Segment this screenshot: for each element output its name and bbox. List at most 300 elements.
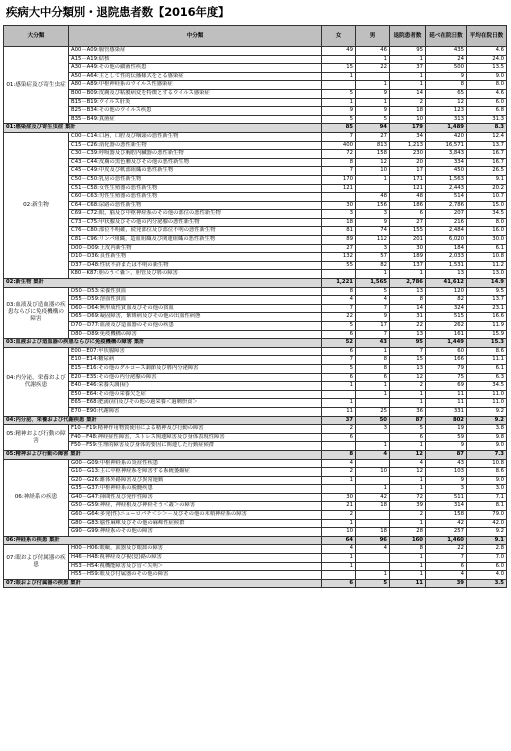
total-days-cell: 120 xyxy=(426,287,467,296)
mid-category-cell: E20－E35:その他の内分泌腺の障害 xyxy=(69,373,322,382)
total-days-cell: 2,443 xyxy=(426,184,467,193)
female-subtotal: 52 xyxy=(322,339,356,348)
avg-days-cell: 4.0 xyxy=(467,571,507,580)
table-row xyxy=(4,287,507,296)
discharged-cell: 1 xyxy=(390,571,426,580)
male-cell: 7 xyxy=(356,304,390,313)
mid-category-cell: C64－C68:尿路の悪性新生物 xyxy=(69,201,322,210)
total-days-cell: 75 xyxy=(426,373,467,382)
total-days-cell: 9 xyxy=(426,476,467,485)
discharged-cell: 12 xyxy=(390,373,426,382)
total-days-cell: 313 xyxy=(426,115,467,124)
male-cell: 1 xyxy=(356,55,390,64)
major-category-cell: 01:感染症及び寄生虫症 xyxy=(4,47,69,124)
female-cell xyxy=(322,571,356,580)
table-row xyxy=(4,459,507,468)
avg-days-cell: 6.0 xyxy=(467,562,507,571)
total-days-cell: 1,531 xyxy=(426,261,467,270)
subtotal-label: 07:眼および付属器の疾患 集計 xyxy=(4,579,322,588)
male-cell xyxy=(356,511,390,520)
female-cell xyxy=(322,193,356,202)
avg-days-cell: 3.0 xyxy=(467,485,507,494)
avg-days-cell: 9.5 xyxy=(467,287,507,296)
mid-category-cell: C81－C96:リンパ組織，造血組織及び関連組織の悪性新生物 xyxy=(69,236,322,245)
total-days-cell: 324 xyxy=(426,304,467,313)
avg-days-cell: 30.0 xyxy=(467,236,507,245)
table-row xyxy=(4,47,507,56)
subtotal-label: 04:内分泌、栄養および代謝疾患 集計 xyxy=(4,416,322,425)
table-row xyxy=(4,528,507,537)
male-cell: 3 xyxy=(356,244,390,253)
avg-days-subtotal: 3.5 xyxy=(467,579,507,588)
female-cell: 6 xyxy=(322,347,356,356)
total-days-cell: 4 xyxy=(426,571,467,580)
mid-category-cell: E40－E46:栄養失調(症) xyxy=(69,382,322,391)
discharged-subtotal: 179 xyxy=(390,124,426,133)
discharged-cell: 1 xyxy=(390,55,426,64)
total-days-cell: 82 xyxy=(426,296,467,305)
total-days-cell: 43 xyxy=(426,459,467,468)
table-row xyxy=(4,364,507,373)
major-category-cell: 02:新生物 xyxy=(4,132,69,278)
discharged-cell: 22 xyxy=(390,322,426,331)
male-cell: 18 xyxy=(356,502,390,511)
female-cell: 2 xyxy=(322,511,356,520)
total-days-cell: 3 xyxy=(426,485,467,494)
mid-category-cell: C60－C63:男性生殖器の悪性新生物 xyxy=(69,193,322,202)
male-subtotal: 96 xyxy=(356,536,390,545)
total-days-cell: 6,020 xyxy=(426,236,467,245)
mid-category-cell: D55－D59:溶血性貧血 xyxy=(69,296,322,305)
avg-days-subtotal: 7.3 xyxy=(467,450,507,459)
mid-category-cell: H00－H06:眼瞼，涙器及び眼窩の障害 xyxy=(69,545,322,554)
table-row xyxy=(4,519,507,528)
table-row xyxy=(4,132,507,141)
total-days-cell: 65 xyxy=(426,89,467,98)
female-cell: 170 xyxy=(322,175,356,184)
total-days-cell: 7 xyxy=(426,554,467,563)
total-days-cell: 166 xyxy=(426,356,467,365)
mid-category-cell: D65－D69:凝固障害，紫斑病及びその他の出血性病態 xyxy=(69,313,322,322)
male-cell: 9 xyxy=(356,313,390,322)
table-row xyxy=(4,227,507,236)
discharged-cell: 1 xyxy=(390,485,426,494)
female-cell: 1 xyxy=(322,98,356,107)
subtotal-label: 06:神経系の疾患 集計 xyxy=(4,536,322,545)
avg-days-cell: 10.8 xyxy=(467,253,507,262)
total-days-cell: 262 xyxy=(426,322,467,331)
discharged-cell: 1 xyxy=(390,399,426,408)
table-row xyxy=(4,236,507,245)
female-cell: 7 xyxy=(322,167,356,176)
female-cell: 1 xyxy=(322,562,356,571)
total-days-cell: 9 xyxy=(426,442,467,451)
discharged-cell: 171 xyxy=(390,175,426,184)
major-category-cell: 05:精神および行動の障害 xyxy=(4,425,69,451)
female-subtotal: 85 xyxy=(322,124,356,133)
total-days-cell: 515 xyxy=(426,313,467,322)
mid-category-cell: E15－E16:その他のグルコース調節及び膵内分泌障害 xyxy=(69,364,322,373)
table-row xyxy=(4,184,507,193)
major-category-cell: 04:内分泌，栄養および代謝疾患 xyxy=(4,347,69,416)
male-cell: 22 xyxy=(356,64,390,73)
avg-days-cell: 11.0 xyxy=(467,399,507,408)
table-row xyxy=(4,150,507,159)
total-days-cell: 435 xyxy=(426,47,467,56)
table-row xyxy=(4,270,507,279)
total-days-cell: 16,571 xyxy=(426,141,467,150)
table-row xyxy=(4,468,507,477)
discharged-cell: 8 xyxy=(390,545,426,554)
discharged-cell: 1 xyxy=(390,476,426,485)
discharged-cell: 186 xyxy=(390,201,426,210)
male-cell: 5 xyxy=(356,287,390,296)
total-days-cell: 13 xyxy=(426,270,467,279)
total-days-cell: 6 xyxy=(426,562,467,571)
male-cell xyxy=(356,476,390,485)
female-cell: 89 xyxy=(322,236,356,245)
avg-days-cell: 24.0 xyxy=(467,55,507,64)
male-cell xyxy=(356,562,390,571)
avg-days-cell: 26.5 xyxy=(467,167,507,176)
table-row xyxy=(4,261,507,270)
avg-days-cell: 16.7 xyxy=(467,150,507,159)
discharged-cell: 28 xyxy=(390,528,426,537)
discharged-cell: 14 xyxy=(390,89,426,98)
female-subtotal: 8 xyxy=(322,450,356,459)
table-row xyxy=(4,201,507,210)
discharged-cell: 1 xyxy=(390,72,426,81)
mid-category-cell: G50－G59:神経，神経根及び神経そう＜叢＞の障害 xyxy=(69,502,322,511)
avg-days-cell: 11.2 xyxy=(467,261,507,270)
avg-days-subtotal: 8.3 xyxy=(467,124,507,133)
male-cell: 9 xyxy=(356,218,390,227)
avg-days-cell: 9.0 xyxy=(467,72,507,81)
disease-statistics-table xyxy=(3,25,507,588)
discharged-cell: 31 xyxy=(390,313,426,322)
avg-days-cell: 10.7 xyxy=(467,193,507,202)
male-subtotal: 1,565 xyxy=(356,279,390,288)
discharged-cell: 137 xyxy=(390,261,426,270)
subtotal-row xyxy=(4,450,507,459)
avg-days-cell: 13.7 xyxy=(467,141,507,150)
table-row xyxy=(4,296,507,305)
discharged-cell: 7 xyxy=(390,347,426,356)
table-row xyxy=(4,425,507,434)
discharged-cell: 34 xyxy=(390,132,426,141)
female-cell: 5 xyxy=(322,322,356,331)
total-days-cell: 9 xyxy=(426,72,467,81)
subtotal-label: 02:新生物 集計 xyxy=(4,279,322,288)
avg-days-cell: 9.1 xyxy=(467,175,507,184)
male-cell: 112 xyxy=(356,236,390,245)
discharged-cell: 95 xyxy=(390,47,426,56)
female-cell: 1 xyxy=(322,476,356,485)
female-cell: 15 xyxy=(322,64,356,73)
mid-category-cell: C76－C80:部位不明確，続発部位及び部位不明の悪性新生物 xyxy=(69,227,322,236)
total-days-cell: 514 xyxy=(426,193,467,202)
female-subtotal: 64 xyxy=(322,536,356,545)
mid-category-cell: C15－C26:消化器の悪性新生物 xyxy=(69,141,322,150)
male-cell xyxy=(356,459,390,468)
total-days-cell: 207 xyxy=(426,210,467,219)
total-days-subtotal: 41,612 xyxy=(426,279,467,288)
discharged-cell: 72 xyxy=(390,493,426,502)
table-row xyxy=(4,141,507,150)
discharged-cell: 2 xyxy=(390,511,426,520)
male-cell: 9 xyxy=(356,107,390,116)
female-subtotal: 37 xyxy=(322,416,356,425)
table-row xyxy=(4,158,507,167)
table-row xyxy=(4,399,507,408)
male-cell: 8 xyxy=(356,364,390,373)
avg-days-cell: 31.3 xyxy=(467,115,507,124)
female-cell: 1 xyxy=(322,519,356,528)
discharged-subtotal: 87 xyxy=(390,416,426,425)
discharged-cell: 10 xyxy=(390,115,426,124)
table-row xyxy=(4,502,507,511)
mid-category-cell: E50－E64:その他の栄養欠乏症 xyxy=(69,390,322,399)
table-row xyxy=(4,81,507,90)
avg-days-cell: 10.8 xyxy=(467,459,507,468)
female-cell: 2 xyxy=(322,468,356,477)
discharged-cell: 1 xyxy=(390,562,426,571)
avg-days-cell: 8.6 xyxy=(467,468,507,477)
mid-category-cell: H55－H59:眼及び付属器のその他の障害 xyxy=(69,571,322,580)
avg-days-cell: 11.9 xyxy=(467,322,507,331)
mid-category-cell: G40－G47:挿間性及び発作性障害 xyxy=(69,493,322,502)
female-cell: 30 xyxy=(322,201,356,210)
female-cell: 8 xyxy=(322,158,356,167)
total-days-subtotal: 1,460 xyxy=(426,536,467,545)
avg-days-cell: 9.0 xyxy=(467,476,507,485)
avg-days-subtotal: 9.1 xyxy=(467,536,507,545)
avg-days-cell: 12.4 xyxy=(467,132,507,141)
discharged-cell: 6 xyxy=(390,433,426,442)
col-header-avg-days: 平均在院日数 xyxy=(467,26,507,47)
male-cell: 1 xyxy=(356,175,390,184)
total-days-cell: 158 xyxy=(426,511,467,520)
table-row xyxy=(4,115,507,124)
total-days-subtotal: 802 xyxy=(426,416,467,425)
table-row xyxy=(4,356,507,365)
male-subtotal: 50 xyxy=(356,416,390,425)
total-days-cell: 1,563 xyxy=(426,175,467,184)
female-cell: 27 xyxy=(322,244,356,253)
mid-category-cell: E10－E14:糖尿病 xyxy=(69,356,322,365)
subtotal-row xyxy=(4,124,507,133)
male-cell: 82 xyxy=(356,261,390,270)
avg-days-cell: 42.0 xyxy=(467,519,507,528)
male-cell: 7 xyxy=(356,330,390,339)
discharged-cell: 17 xyxy=(390,167,426,176)
table-row xyxy=(4,562,507,571)
avg-days-cell: 34.5 xyxy=(467,210,507,219)
table-row xyxy=(4,167,507,176)
mid-category-cell: D00－D09:上皮内新生物 xyxy=(69,244,322,253)
male-cell: 1 xyxy=(356,571,390,580)
female-cell: 7 xyxy=(322,356,356,365)
total-days-cell: 19 xyxy=(426,425,467,434)
female-cell: 5 xyxy=(322,364,356,373)
male-cell: 1 xyxy=(356,98,390,107)
female-cell: 5 xyxy=(322,115,356,124)
avg-days-cell: 23.1 xyxy=(467,304,507,313)
avg-days-subtotal: 15.3 xyxy=(467,339,507,348)
male-cell: 1 xyxy=(356,485,390,494)
discharged-cell: 6 xyxy=(390,210,426,219)
male-cell: 46 xyxy=(356,47,390,56)
male-cell: 1 xyxy=(356,390,390,399)
mid-category-cell: H46－H48:視神経及び視(覚)路の障害 xyxy=(69,554,322,563)
female-cell: 49 xyxy=(322,47,356,56)
female-cell: 9 xyxy=(322,107,356,116)
mid-category-cell: D37－D48:性状不詳または不明の新生物 xyxy=(69,261,322,270)
table-row xyxy=(4,554,507,563)
male-cell: 57 xyxy=(356,253,390,262)
major-category-cell: 06:神経系の疾患 xyxy=(4,459,69,536)
total-days-subtotal: 87 xyxy=(426,450,467,459)
table-row xyxy=(4,175,507,184)
male-cell xyxy=(356,519,390,528)
discharged-cell: 4 xyxy=(390,459,426,468)
male-cell: 74 xyxy=(356,227,390,236)
female-cell xyxy=(322,55,356,64)
male-cell: 18 xyxy=(356,528,390,537)
male-cell: 813 xyxy=(356,141,390,150)
total-days-cell: 314 xyxy=(426,502,467,511)
female-cell: 4 xyxy=(322,296,356,305)
table-row xyxy=(4,98,507,107)
discharged-cell: 13 xyxy=(390,330,426,339)
male-subtotal: 43 xyxy=(356,339,390,348)
avg-days-cell: 11.1 xyxy=(467,356,507,365)
male-cell: 4 xyxy=(356,545,390,554)
female-cell: 4 xyxy=(322,459,356,468)
table-row xyxy=(4,193,507,202)
discharged-cell: 201 xyxy=(390,236,426,245)
mid-category-cell: B00－B09:皮膚及び粘膜病変を特徴とするウイルス感染症 xyxy=(69,89,322,98)
total-days-cell: 450 xyxy=(426,167,467,176)
subtotal-label: 03:血液および造血器の疾患ならびに免疫機構の障害 集計 xyxy=(4,339,322,348)
total-days-cell: 11 xyxy=(426,399,467,408)
total-days-cell: 161 xyxy=(426,330,467,339)
total-days-cell: 24 xyxy=(426,55,467,64)
subtotal-row xyxy=(4,536,507,545)
male-subtotal: 4 xyxy=(356,450,390,459)
discharged-cell: 2 xyxy=(390,98,426,107)
subtotal-label: 01:感染症及び寄生虫症 集計 xyxy=(4,124,322,133)
table-row xyxy=(4,382,507,391)
total-days-cell: 11 xyxy=(426,390,467,399)
total-days-cell: 420 xyxy=(426,132,467,141)
male-cell: 25 xyxy=(356,407,390,416)
female-subtotal: 6 xyxy=(322,579,356,588)
discharged-cell: 1 xyxy=(390,270,426,279)
discharged-cell: 12 xyxy=(390,468,426,477)
total-days-cell: 2,033 xyxy=(426,253,467,262)
female-cell: 4 xyxy=(322,545,356,554)
female-cell: 6 xyxy=(322,433,356,442)
avg-days-cell: 4.6 xyxy=(467,89,507,98)
female-cell: 1 xyxy=(322,554,356,563)
table-row xyxy=(4,373,507,382)
female-cell: 400 xyxy=(322,141,356,150)
table-row xyxy=(4,571,507,580)
col-header-major: 大分類 xyxy=(4,26,69,47)
mid-category-cell: F50－F59:生理的障害及び身体的要因に関連した行動症候群 xyxy=(69,442,322,451)
male-cell: 1 xyxy=(356,382,390,391)
discharged-cell: 1 xyxy=(390,519,426,528)
discharged-cell: 18 xyxy=(390,107,426,116)
mid-category-cell: D10－D36:良性新生物 xyxy=(69,253,322,262)
mid-category-cell: C69－C72:眼，脳及び中枢神経系のその他の部位の悪性新生物 xyxy=(69,210,322,219)
mid-category-cell: C00－C14:口唇，口腔及び咽頭の悪性新生物 xyxy=(69,132,322,141)
subtotal-row xyxy=(4,416,507,425)
discharged-subtotal: 160 xyxy=(390,536,426,545)
total-days-cell: 22 xyxy=(426,545,467,554)
header-row xyxy=(4,26,507,47)
discharged-cell: 14 xyxy=(390,304,426,313)
table-row xyxy=(4,72,507,81)
avg-days-cell: 79.0 xyxy=(467,511,507,520)
mid-category-cell: F40－F48:神経症性障害，ストレス関連障害及び身体表現性障害 xyxy=(69,433,322,442)
discharged-cell: 121 xyxy=(390,184,426,193)
table-row xyxy=(4,493,507,502)
male-cell: 1 xyxy=(356,347,390,356)
discharged-cell: 20 xyxy=(390,158,426,167)
mid-category-cell: G90－G99:神経系のその他の障害 xyxy=(69,528,322,537)
total-days-cell: 8 xyxy=(426,81,467,90)
col-header-discharged: 退院患者数 xyxy=(390,26,426,47)
avg-days-cell: 16.7 xyxy=(467,158,507,167)
male-cell xyxy=(356,433,390,442)
female-cell: 7 xyxy=(322,304,356,313)
table-row xyxy=(4,89,507,98)
female-cell: 11 xyxy=(322,407,356,416)
mid-category-cell: G80－G83:脳性麻痺及びその他の麻痺性症候群 xyxy=(69,519,322,528)
total-days-cell: 79 xyxy=(426,364,467,373)
female-cell xyxy=(322,485,356,494)
female-cell: 7 xyxy=(322,132,356,141)
discharged-cell: 8 xyxy=(390,296,426,305)
mid-category-cell: E70－E90:代謝障害 xyxy=(69,407,322,416)
mid-category-cell: A30－A49:その他の細菌性疾患 xyxy=(69,64,322,73)
table-row xyxy=(4,322,507,331)
female-cell: 22 xyxy=(322,313,356,322)
male-cell: 10 xyxy=(356,167,390,176)
female-cell: 8 xyxy=(322,287,356,296)
discharged-cell: 30 xyxy=(390,244,426,253)
avg-days-cell: 6.1 xyxy=(467,364,507,373)
male-cell: 48 xyxy=(356,193,390,202)
discharged-subtotal: 11 xyxy=(390,579,426,588)
major-category-cell: 03:血液及び造血器の疾患ならびに免疫機構の障害 xyxy=(4,287,69,339)
avg-days-cell: 7.1 xyxy=(467,493,507,502)
discharged-cell: 1 xyxy=(390,442,426,451)
table-row xyxy=(4,347,507,356)
mid-category-cell: C51－C58:女性生殖器の悪性新生物 xyxy=(69,184,322,193)
col-header-mid: 中分類 xyxy=(69,26,322,47)
mid-category-cell: A80－A89:中枢神経系のウイルス性感染症 xyxy=(69,81,322,90)
male-cell: 27 xyxy=(356,132,390,141)
total-days-subtotal: 1,489 xyxy=(426,124,467,133)
avg-days-cell: 20.2 xyxy=(467,184,507,193)
total-days-cell: 123 xyxy=(426,107,467,116)
mid-category-cell: D80－D89:免疫機構の障害 xyxy=(69,330,322,339)
avg-days-cell: 8.0 xyxy=(467,81,507,90)
mid-category-cell: G35－G37:中枢神経系の脱髄疾患 xyxy=(69,485,322,494)
